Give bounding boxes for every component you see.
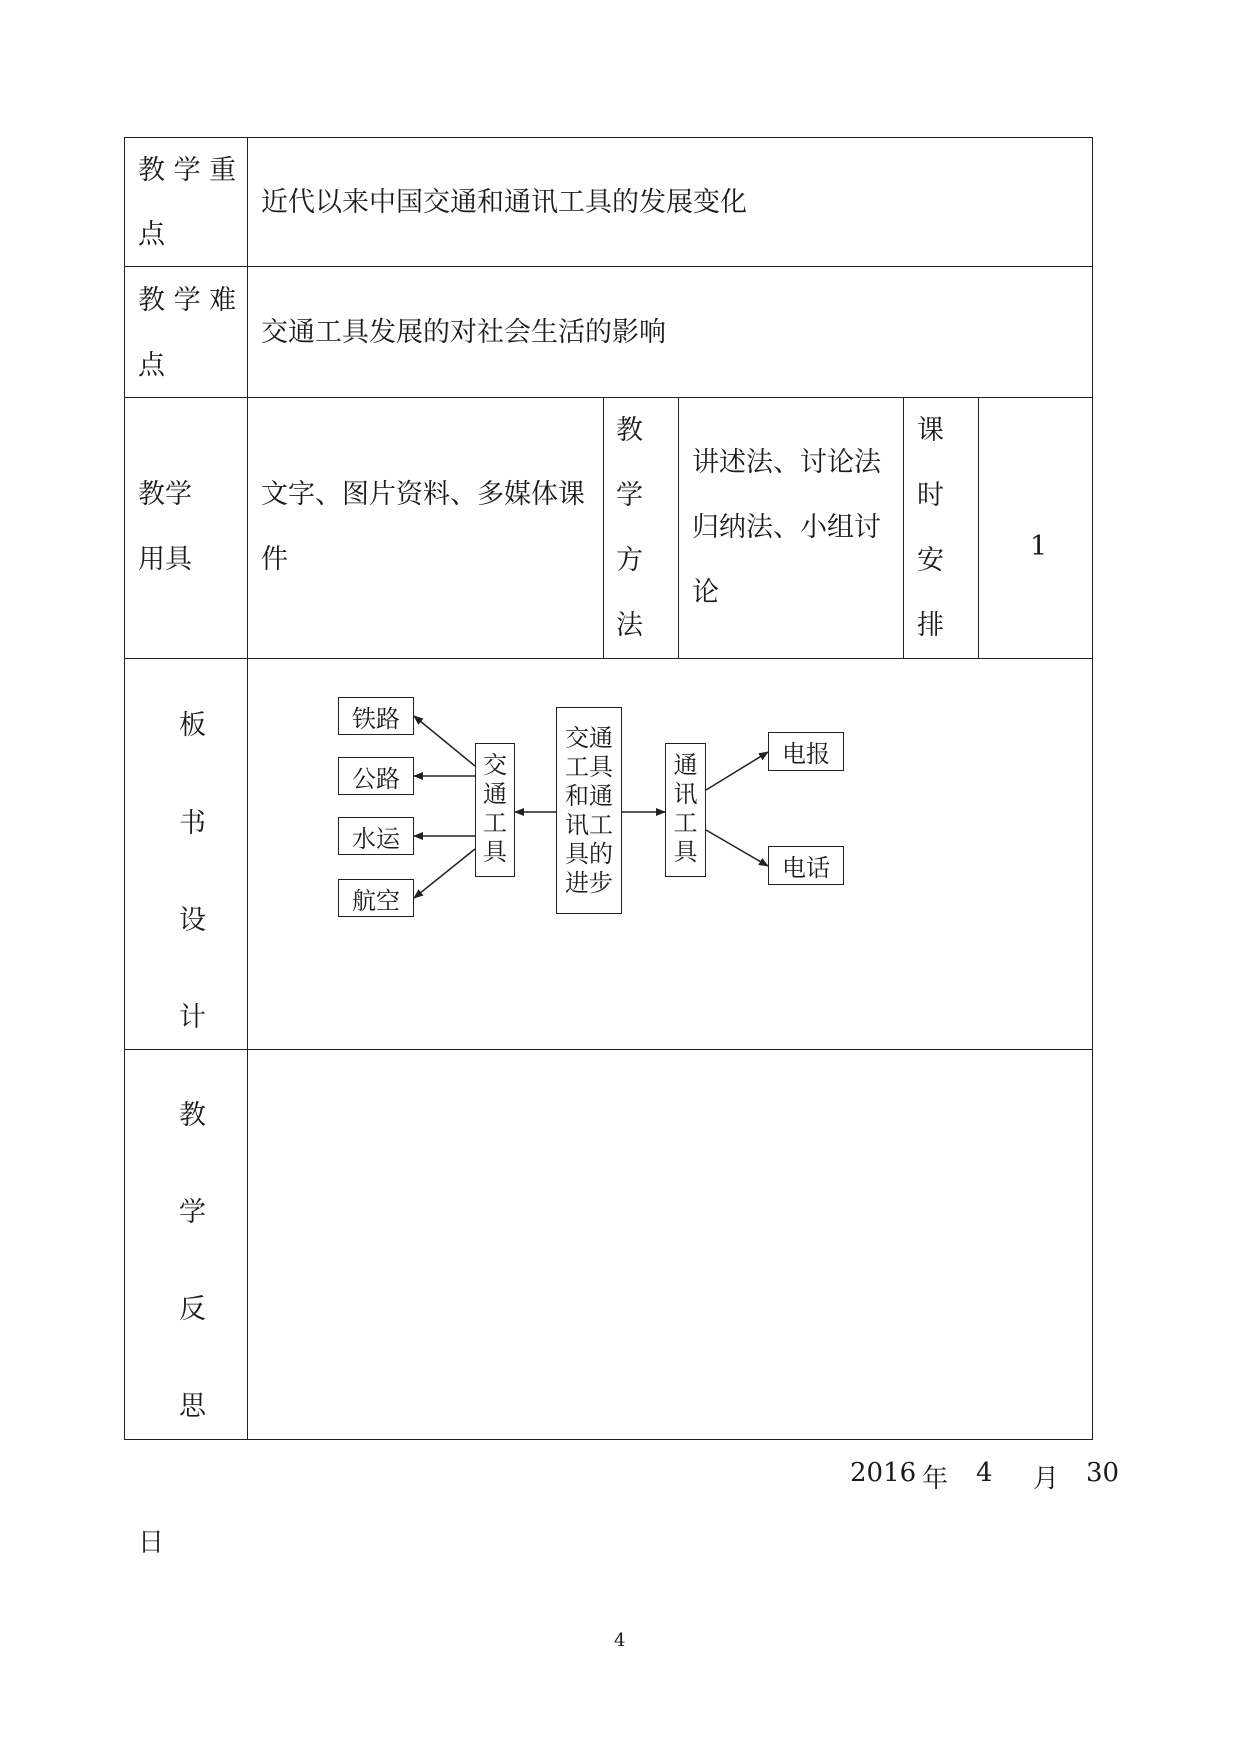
reflection-label-char: 教: [179, 1100, 206, 1131]
center-line: 交通: [565, 724, 613, 752]
reflection-label-char: 学: [179, 1197, 206, 1228]
diagram-box-aviation: 航空: [338, 879, 414, 917]
arrow-to-telegraph: [706, 752, 768, 790]
hub-char: 交: [483, 751, 507, 779]
diagram-box-telegraph: 电报: [768, 732, 844, 771]
center-line: 讯工: [565, 811, 613, 839]
center-line: 工具: [565, 753, 613, 781]
method-label-char: 法: [616, 610, 643, 641]
tools-label-line2: 用具: [138, 544, 192, 575]
date-month-unit: 月: [1033, 1464, 1060, 1494]
method-label-char: 方: [616, 545, 643, 576]
hours-value: 1: [1030, 531, 1048, 562]
center-line: 进步: [565, 869, 613, 897]
center-line: 具的: [565, 840, 613, 868]
diagram-box-waterway: 水运: [338, 817, 414, 855]
hub-char: 通: [483, 780, 507, 808]
tools-content-line1: 文字、图片资料、多媒体课: [261, 479, 585, 510]
date-month: 4: [976, 1458, 993, 1488]
hours-label-char: 课: [917, 415, 944, 446]
difficulty-content: 交通工具发展的对社会生活的影响: [261, 317, 666, 348]
hub-char: 工: [483, 809, 507, 837]
hub-char: 通: [673, 751, 698, 779]
date-year: 2016: [850, 1458, 917, 1488]
reflection-label-char: 反: [179, 1294, 206, 1325]
date-day: 30: [1086, 1458, 1120, 1488]
board-label-char: 书: [179, 808, 206, 839]
difficulty-label-line1: 教 学 难: [138, 285, 237, 316]
center-line: 和通: [565, 782, 613, 810]
focus-content: 近代以来中国交通和通讯工具的发展变化: [261, 187, 747, 218]
diagram-box-transport-hub: [475, 743, 515, 877]
hours-label-char: 排: [917, 610, 944, 641]
diagram-box-center: [556, 707, 622, 914]
focus-label-line1: 教 学 重: [138, 155, 237, 186]
hub-char: 讯: [673, 780, 698, 808]
hours-label-char: 安: [917, 545, 944, 576]
board-label-char: 设: [179, 905, 206, 936]
difficulty-label-line2: 点: [138, 350, 165, 381]
diagram-box-highway: 公路: [338, 757, 414, 795]
arrow-to-railway: [414, 716, 475, 766]
focus-label-line2: 点: [138, 219, 165, 250]
diagram-box-communication-hub: [665, 743, 706, 877]
method-content-line3: 论: [692, 577, 719, 608]
hub-char: 工: [673, 809, 698, 837]
reflection-label-char: 思: [179, 1391, 206, 1422]
tools-content-line2: 件: [261, 544, 288, 575]
diagram-box-railway: 铁路: [338, 697, 414, 735]
board-label-char: 计: [179, 1002, 206, 1033]
hub-char: 具: [673, 838, 698, 866]
method-content-line2: 归纳法、小组讨: [692, 512, 881, 543]
hours-label-char: 时: [917, 480, 944, 511]
diagram-box-telephone: 电话: [768, 846, 844, 885]
method-label-char: 学: [616, 480, 643, 511]
hub-char: 具: [483, 838, 507, 866]
tools-label-line1: 教学: [138, 479, 192, 510]
arrow-to-aviation: [414, 849, 475, 898]
arrow-to-telephone: [706, 830, 768, 866]
page-number: 4: [614, 1630, 626, 1651]
date-year-unit: 年: [922, 1464, 949, 1494]
method-content-line1: 讲述法、讨论法: [692, 447, 881, 478]
date-day-unit: 日: [138, 1528, 165, 1558]
board-label-char: 板: [179, 710, 206, 741]
method-label-char: 教: [616, 415, 643, 446]
